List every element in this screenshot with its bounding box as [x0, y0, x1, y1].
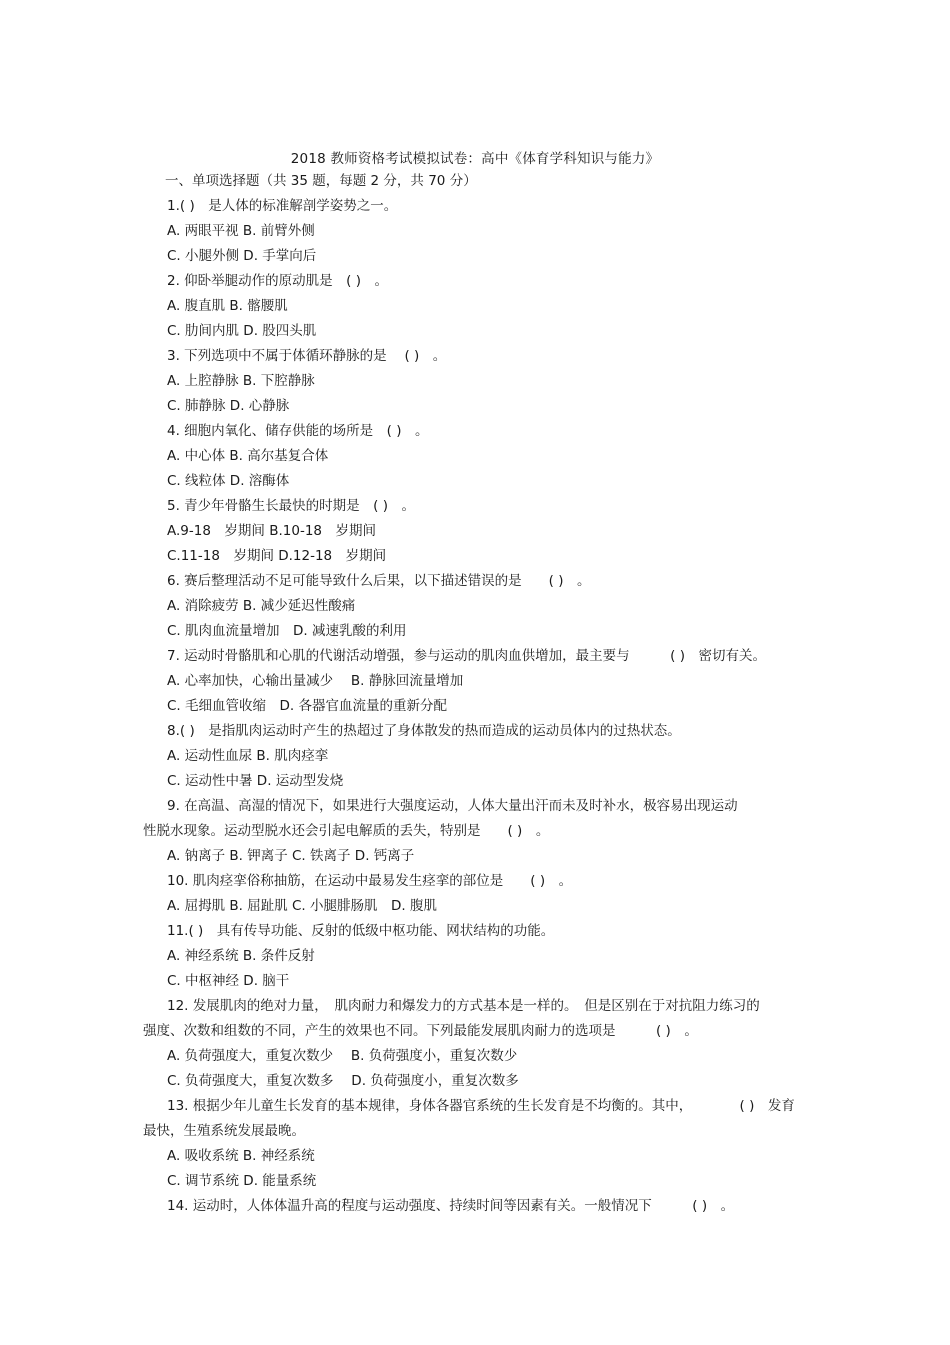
option-line: A. 腹直肌 B. 髂腰肌 [167, 298, 288, 314]
question-4: 4. 细胞内氧化、储存供能的场所是 ( ) 。 [167, 423, 429, 439]
document-title: 2018 教师资格考试模拟试卷：高中《体育学科知识与能力》 [290, 151, 660, 167]
question-8: 8.( ) 是指肌肉运动时产生的热超过了身体散发的热而造成的运动员体内的过热状态。 [167, 723, 681, 739]
question-9: 9. 在高温、高湿的情况下，如果进行大强度运动，人体大量出汗而未及时补水，极容易出现运动 [167, 798, 738, 814]
question-13-cont: 最快，生殖系统发展最晚。 [143, 1123, 305, 1139]
option-line: C.11-18 岁期间 D.12-18 岁期间 [167, 548, 387, 564]
question-12-cont: 强度、次数和组数的不同，产生的效果也不同。下列最能发展肌肉耐力的选项是 ( ) 。 [143, 1023, 698, 1039]
option-line: C. 调节系统 D. 能量系统 [167, 1173, 317, 1189]
option-line: C. 线粒体 D. 溶酶体 [167, 473, 290, 489]
option-line: A. 运动性血尿 B. 肌肉痉挛 [167, 748, 329, 764]
question-6: 6. 赛后整理活动不足可能导致什么后果，以下描述错误的是 ( ) 。 [167, 573, 591, 589]
question-1: 1.( ) 是人体的标准解剖学姿势之一。 [167, 198, 398, 214]
option-line: C. 肋间内肌 D. 股四头肌 [167, 323, 317, 339]
option-line: A.9-18 岁期间 B.10-18 岁期间 [167, 523, 376, 539]
question-10: 10. 肌肉痉挛俗称抽筋，在运动中最易发生痉挛的部位是 ( ) 。 [167, 873, 573, 889]
option-line: C. 运动性中暑 D. 运动型发烧 [167, 773, 344, 789]
option-line: A. 神经系统 B. 条件反射 [167, 948, 315, 964]
question-11: 11.( ) 具有传导功能、反射的低级中枢功能、网状结构的功能。 [167, 923, 555, 939]
option-line: A. 吸收系统 B. 神经系统 [167, 1148, 315, 1164]
option-line: A. 负荷强度大，重复次数少 B. 负荷强度小，重复次数少 [167, 1048, 518, 1064]
option-line: A. 心率加快，心输出量减少 B. 静脉回流量增加 [167, 673, 464, 689]
option-line: C. 毛细血管收缩 D. 各器官血流量的重新分配 [167, 698, 447, 714]
option-line: A. 中心体 B. 高尔基复合体 [167, 448, 329, 464]
question-9-cont: 性脱水现象。运动型脱水还会引起电解质的丢失，特别是 ( ) 。 [143, 823, 550, 839]
question-14: 14. 运动时，人体体温升高的程度与运动强度、持续时间等因素有关。一般情况下 ( ) 。 [167, 1198, 735, 1214]
question-7: 7. 运动时骨骼肌和心肌的代谢活动增强，参与运动的肌肉血供增加，最主要与 ( ) 密切有关。 [167, 648, 766, 664]
option-line: C. 肺静脉 D. 心静脉 [167, 398, 290, 414]
option-line: A. 上腔静脉 B. 下腔静脉 [167, 373, 315, 389]
option-line: A. 消除疲劳 B. 减少延迟性酸痛 [167, 598, 356, 614]
question-12: 12. 发展肌肉的绝对力量， 肌肉耐力和爆发力的方式基本是一样的。 但是区别在于对抗阻力练习的 [167, 998, 760, 1014]
question-5: 5. 青少年骨骼生长最快的时期是 ( ) 。 [167, 498, 415, 514]
question-3: 3. 下列选项中不属于体循环静脉的是 ( ) 。 [167, 348, 447, 364]
question-2: 2. 仰卧举腿动作的原动肌是 ( ) 。 [167, 273, 388, 289]
question-13: 13. 根据少年儿童生长发育的基本规律，身体各器官系统的生长发育是不均衡的。其中， ( ) 发育 [167, 1098, 795, 1114]
option-line: C. 小腿外侧 D. 手掌向后 [167, 248, 317, 264]
option-line: A. 钠离子 B. 钾离子 C. 铁离子 D. 钙离子 [167, 848, 415, 864]
option-line: A. 两眼平视 B. 前臂外侧 [167, 223, 315, 239]
option-line: C. 负荷强度大，重复次数多 D. 负荷强度小，重复次数多 [167, 1073, 519, 1089]
option-line: A. 屈拇肌 B. 屈趾肌 C. 小腿腓肠肌 D. 腹肌 [167, 898, 437, 914]
section-heading: 一、单项选择题（共 35 题，每题 2 分，共 70 分） [165, 173, 477, 189]
option-line: C. 肌肉血流量增加 D. 减速乳酸的利用 [167, 623, 407, 639]
option-line: C. 中枢神经 D. 脑干 [167, 973, 290, 989]
